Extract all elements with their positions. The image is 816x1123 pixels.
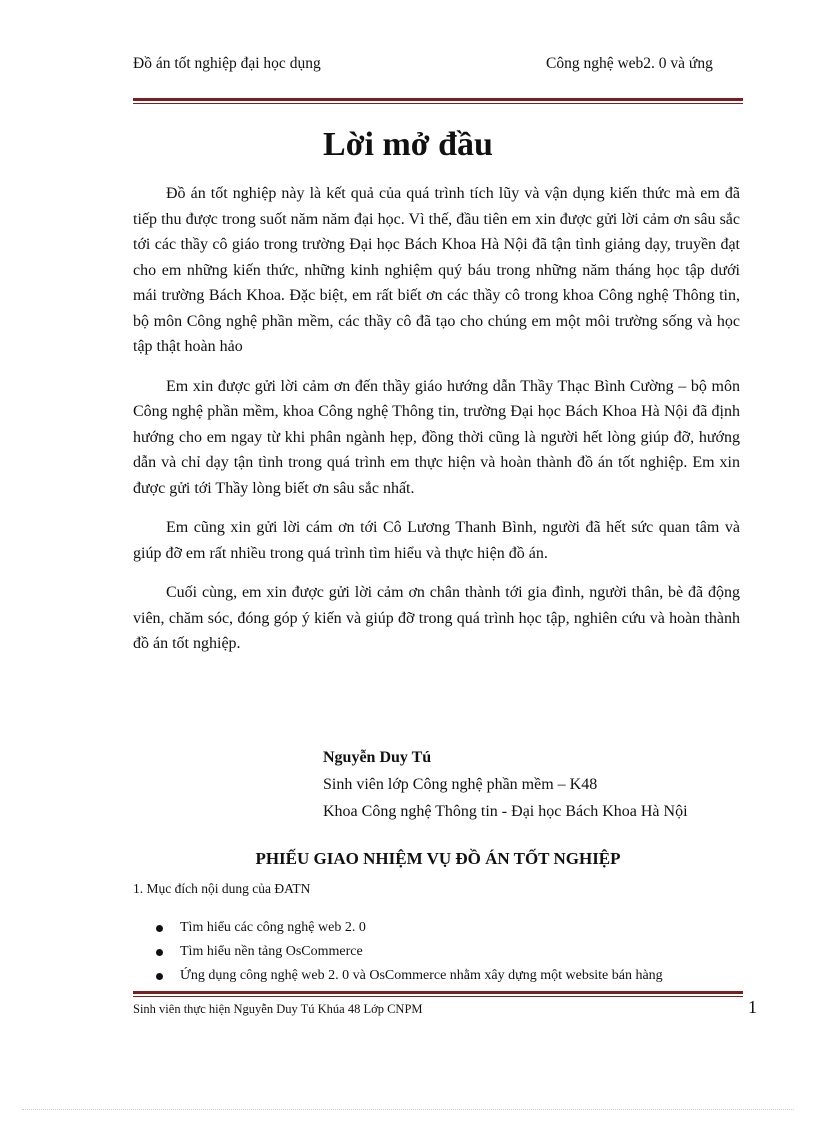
- page-edge-divider: [22, 1109, 794, 1110]
- footer-rule: [133, 991, 743, 997]
- signature-line-2: Khoa Công nghệ Thông tin - Đại học Bách Khoa Hà Nội: [323, 803, 688, 820]
- list-item-text: Tìm hiểu các công nghệ web 2. 0: [180, 920, 366, 935]
- bullet-icon: [156, 949, 163, 956]
- list-item: [156, 916, 663, 940]
- assignment-title: PHIẾU GIAO NHIỆM VỤ ĐỒ ÁN TỐT NGHIỆP: [255, 849, 621, 868]
- section-heading: 1. Mục đích nội dung của ĐATN: [133, 881, 311, 896]
- body-text: [133, 181, 740, 671]
- header-left: Đồ án tốt nghiệp đại học dụng: [133, 55, 321, 72]
- signature-line-1: Sinh viên lớp Công nghệ phần mềm – K48: [323, 776, 598, 793]
- paragraph: Cuối cùng, em xin được gửi lời cảm ơn chân thành tới gia đình, người thân, bè đã động viên, chăm sóc, đóng góp ý kiến và giúp đỡ trong quá trình học tập, nghiên cứu và hoàn thành đồ án tốt nghiệp.: [133, 584, 740, 652]
- list-item-text: Ứng dụng công nghệ web 2. 0 và OsCommerce nhằm xây dựng một website bán hàng: [180, 968, 663, 983]
- paragraph: Em cũng xin gửi lời cám ơn tới Cô Lương Thanh Bình, người đã hết sức quan tâm và giúp đỡ em rất nhiều trong quá trình tìm hiểu và thực hiện đồ án.: [133, 519, 740, 562]
- page-number: 1: [748, 997, 757, 1017]
- bullet-list: [156, 916, 663, 988]
- paragraph: Đồ án tốt nghiệp này là kết quả của quá trình tích lũy và vận dụng kiến thức mà em đã tiếp thu được trong suốt năm năm đại học. Vì thế, đầu tiên em xin được gửi lời cảm ơn sâu sắc tới các thầy cô giáo trong trường Đại học Bách Khoa Hà Nội đã tận tình giảng dạy, truyền đạt cho em những kiến thức, những kinh nghiệm quý báu trong những năm tháng học tập dưới mái trường Bách Khoa. Đặc biệt, em rất biết ơn các thầy cô trong khoa Công nghệ Thông tin, bộ môn Công nghệ phần mềm, các thầy cô đã tạo cho chúng em một môi trường sống và học tập thật hoàn hảo: [133, 185, 740, 355]
- header-rule: [133, 98, 743, 104]
- signature-name: Nguyễn Duy Tú: [323, 749, 432, 766]
- paragraph: Em xin được gửi lời cảm ơn đến thầy giáo hướng dẫn Thầy Thạc Bình Cường – bộ môn Công nghệ phần mềm, khoa Công nghệ Thông tin, trường Đại học Bách Khoa Hà Nội đã định hướng cho em ngay từ khi phân ngành hẹp, đồng thời cũng là người hết lòng giúp đỡ, hướng dẫn và chỉ dạy tận tình trong quá trình em thực hiện và hoàn thành đồ án tốt nghiệp. Em xin được gửi tới Thầy lòng biết ơn sâu sắc nhất.: [133, 377, 740, 497]
- list-item-text: Tìm hiểu nền tảng OsCommerce: [180, 944, 363, 959]
- header-right: Công nghệ web2. 0 và ứng: [546, 55, 713, 72]
- list-item: [156, 940, 663, 964]
- page-title: Lời mở đầu: [323, 126, 493, 163]
- signature-block: [323, 744, 688, 825]
- bullet-icon: [156, 973, 163, 980]
- bullet-icon: [156, 925, 163, 932]
- footer-text: Sinh viên thực hiện Nguyễn Duy Tú Khúa 48 Lớp CNPM: [133, 1002, 423, 1016]
- list-item: [156, 964, 663, 988]
